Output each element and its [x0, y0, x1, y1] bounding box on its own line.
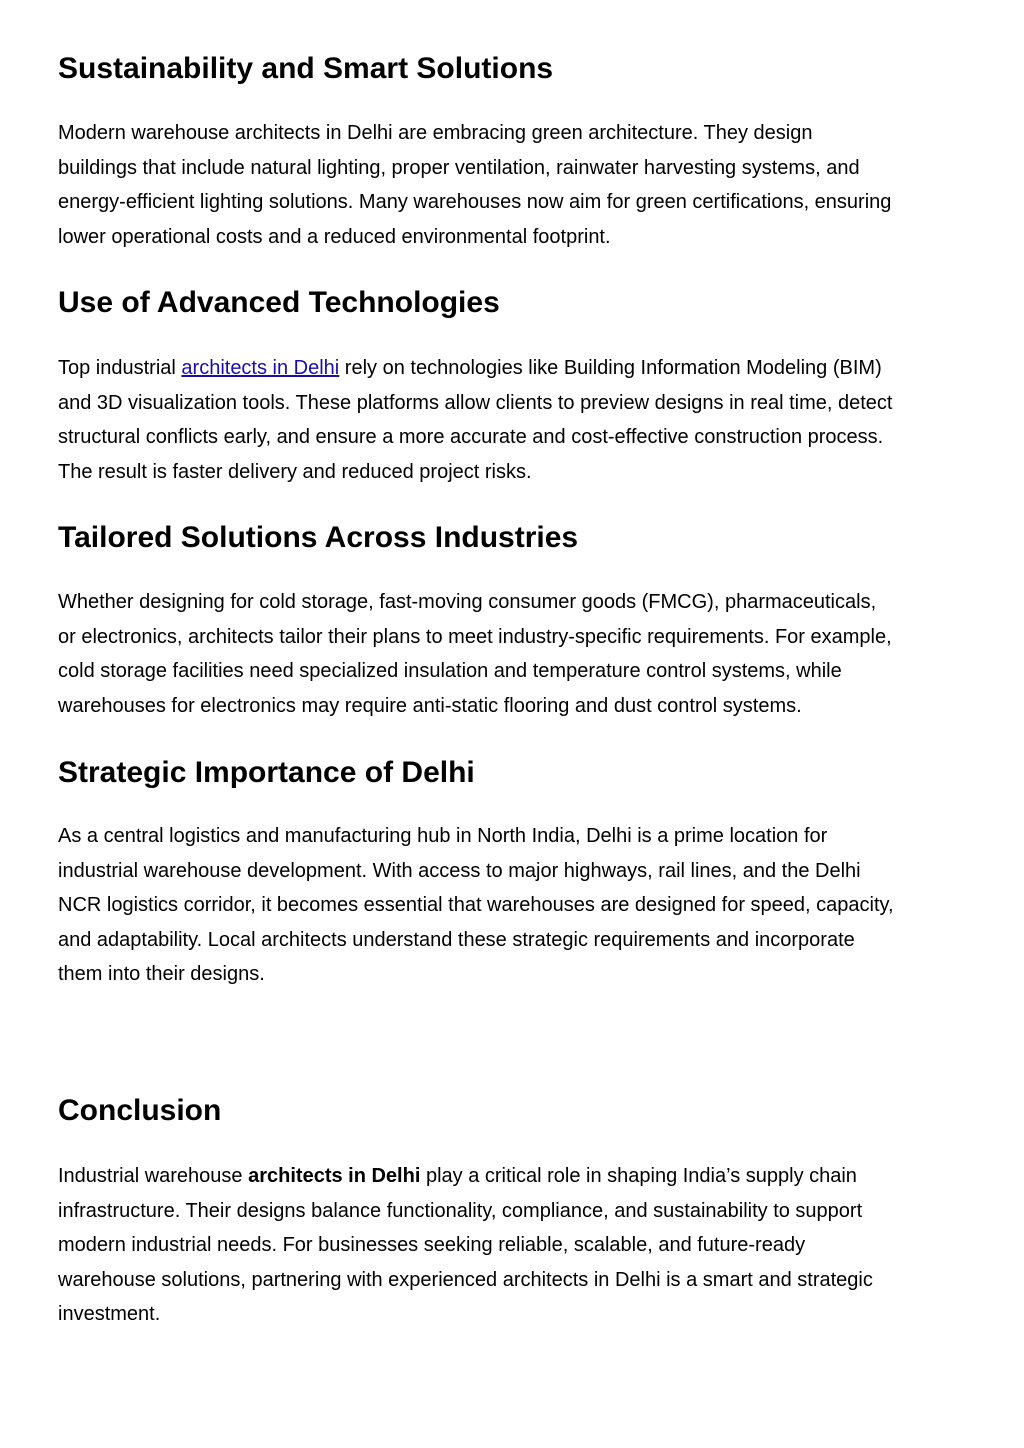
paragraph-line	[58, 1159, 978, 1194]
section-paragraph-industries	[58, 585, 978, 723]
bold-phrase: architects in Delhi	[248, 1165, 421, 1187]
paragraph-line: investment.	[58, 1303, 161, 1326]
paragraph-line: As a central logistics and manufacturing hub in North India, Delhi is a prime location for	[58, 825, 828, 847]
paragraph-line: and adaptability. Local architects understand these strategic requirements and incorporate	[58, 928, 855, 951]
text-run: Top industrial	[58, 357, 182, 379]
paragraph-line: The result is faster delivery and reduced project risks.	[58, 460, 532, 483]
paragraph-line: modern industrial needs. For businesses seeking reliable, scalable, and future-ready	[58, 1234, 806, 1257]
text-run: play a critical role in shaping India’s supply chain	[420, 1165, 857, 1187]
section-paragraph-conclusion	[58, 1159, 978, 1332]
paragraph-line: infrastructure. Their designs balance functionality, compliance, and sustainability to support	[58, 1199, 863, 1222]
section-paragraph-sustainability	[58, 116, 978, 254]
paragraph-line: structural conflicts early, and ensure a more accurate and cost-effective construction process.	[58, 426, 884, 449]
section-heading-conclusion: Conclusion	[58, 1094, 222, 1127]
paragraph-line: and 3D visualization tools. These platforms allow clients to preview designs in real time, detect	[58, 391, 893, 414]
paragraph-line: or electronics, architects tailor their plans to meet industry-specific requirements. For example,	[58, 625, 892, 648]
section-paragraph-strategic-importance	[58, 819, 978, 992]
paragraph-line: industrial warehouse development. With access to major highways, rail lines, and the Delhi	[58, 859, 861, 882]
paragraph-line	[58, 351, 978, 386]
paragraph-line: cold storage facilities need specialized insulation and temperature control systems, while	[58, 660, 842, 683]
architects-in-delhi-link[interactable]: architects in Delhi	[181, 357, 340, 379]
paragraph-line: Whether designing for cold storage, fast-moving consumer goods (FMCG), pharmaceuticals,	[58, 591, 877, 613]
text-run: rely on technologies like Building Information Modeling (BIM)	[339, 357, 882, 379]
paragraph-line: buildings that include natural lighting, proper ventilation, rainwater harvesting systems, and	[58, 156, 860, 179]
text-run: Industrial warehouse	[58, 1165, 249, 1187]
section-heading-technologies: Use of Advanced Technologies	[58, 286, 500, 319]
paragraph-line: warehouses for electronics may require anti-static flooring and dust control systems.	[58, 694, 802, 717]
paragraph-line: them into their designs.	[58, 963, 265, 986]
paragraph-line: Modern warehouse architects in Delhi are embracing green architecture. They design	[58, 122, 813, 144]
section-paragraph-technologies	[58, 351, 978, 489]
section-heading-sustainability: Sustainability and Smart Solutions	[58, 52, 554, 85]
paragraph-line: lower operational costs and a reduced environmental footprint.	[58, 225, 611, 248]
paragraph-line: warehouse solutions, partnering with experienced architects in Delhi is a smart and strategic	[58, 1268, 873, 1291]
paragraph-line: energy-efficient lighting solutions. Many warehouses now aim for green certifications, ensuring	[58, 191, 892, 214]
paragraph-line: NCR logistics corridor, it becomes essential that warehouses are designed for speed, capacity,	[58, 894, 894, 917]
section-heading-industries: Tailored Solutions Across Industries	[58, 521, 579, 554]
section-heading-strategic-importance: Strategic Importance of Delhi	[58, 756, 475, 789]
